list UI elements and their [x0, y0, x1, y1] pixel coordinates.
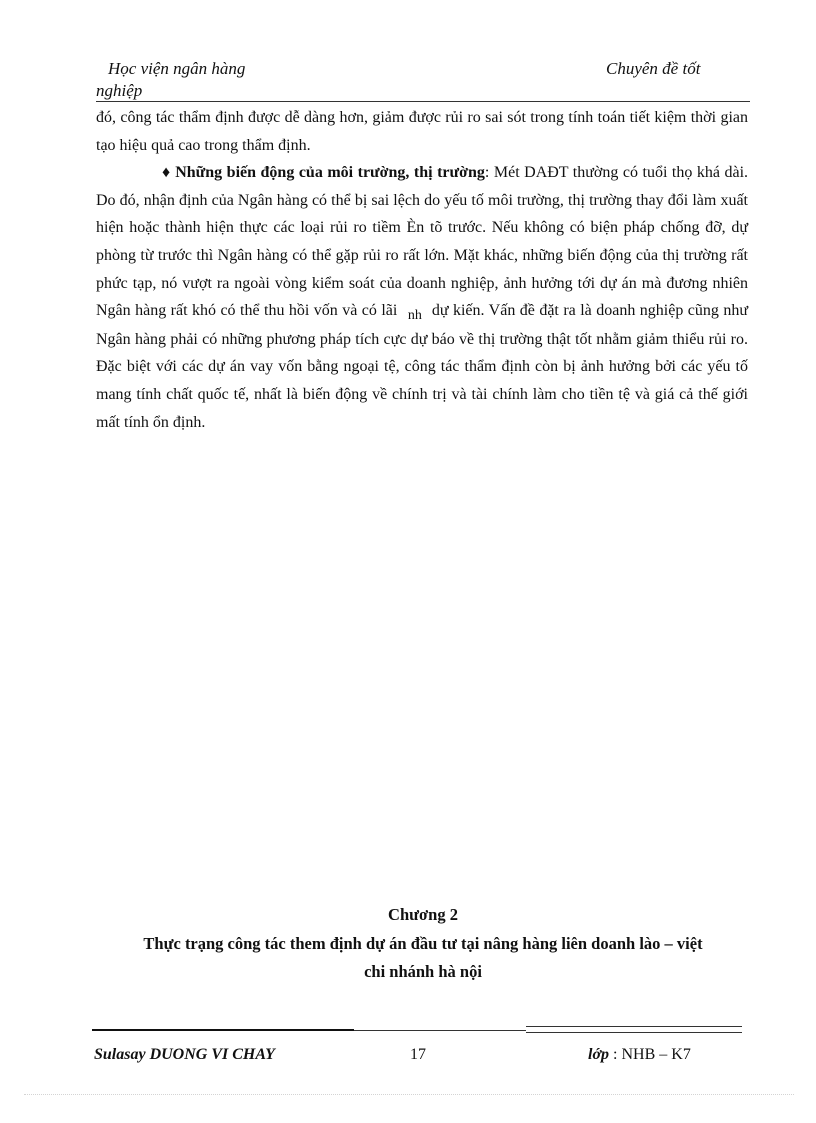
page-number: 17 [410, 1046, 426, 1063]
paragraph-2-text-a: : Mét DAĐT thường có tuổi thọ khá dài. Do đó, nhận định của Ngân hàng có thể bị sai lệch do yếu tố môi trường, thị trường thay đổi làm xuất hiện hoặc thành hiện thực các loại rủi ro tiềm Èn tõ trước. Nếu không có biện pháp chống đỡ, dự phòng từ trước thì Ngân hàng có thể gặp rủi ro rất lớn. Mặt khác, những biến động của thị trường rất phức tạp, nó vượt ra ngoài vòng kiểm soát của doanh nghiệp, ảnh hưởng tới dự án mà đương nhiên Ngân hàng rất khó có thể thu hồi vốn và có lãi [96, 164, 749, 320]
header-institution: Học viện ngân hàng [108, 59, 246, 78]
footer-class-value: : NHB – K7 [613, 1046, 691, 1063]
header-document-type: Chuyên đề tốt [606, 59, 701, 78]
page-bottom-border [24, 1094, 794, 1095]
paragraph-2 [96, 159, 748, 436]
bullet-diamond-icon: ♦ [162, 164, 171, 182]
footer-class-label: lớp [588, 1046, 610, 1063]
chapter-title-line-1: Thực trạng công tác them định dự án đầu tư tại nâng hàng liên doanh lào – việt [143, 934, 703, 953]
header-divider [96, 101, 750, 102]
page-header-left [96, 58, 356, 102]
footer-divider-middle [354, 1030, 526, 1031]
body-text [96, 104, 748, 436]
paragraph-2-text-b: dự kiến. Vấn đề đặt ra là doanh nghiệp cũng như Ngân hàng phải có những phương pháp tích cực dự báo về thị trường thật tốt nhằm giảm thiểu rủi ro. Đặc biệt với các dự án vay vốn bằng ngoại tệ, công tác thẩm định còn bị ảnh hưởng bởi các yếu tố mang tính chất quốc tế, nhất là biến động về chính trị và tài chính làm cho tiền tệ và giá cả thế giới mất tính ổn định. [96, 302, 748, 431]
footer-author: Sulasay DUONG VI CHAY [94, 1046, 275, 1063]
paragraph-2-subscript: nh [407, 308, 422, 324]
footer-divider-left [92, 1029, 354, 1031]
chapter-title-line-2: chi nhánh hà nội [364, 962, 482, 981]
chapter-title [96, 930, 750, 986]
paragraph-1: đó, công tác thẩm định được dễ dàng hơn, giảm được rủi ro sai sót trong tính toán tiết kiệm thời gian tạo hiệu quả cao trong thẩm định. [96, 109, 748, 154]
paragraph-2-heading: Những biến động của môi trường, thị trường [175, 164, 485, 182]
footer-class [588, 1046, 691, 1064]
chapter-number: Chương 2 [388, 905, 458, 924]
header-continuation: nghiệp [96, 81, 143, 100]
footer-divider-right [526, 1026, 742, 1033]
